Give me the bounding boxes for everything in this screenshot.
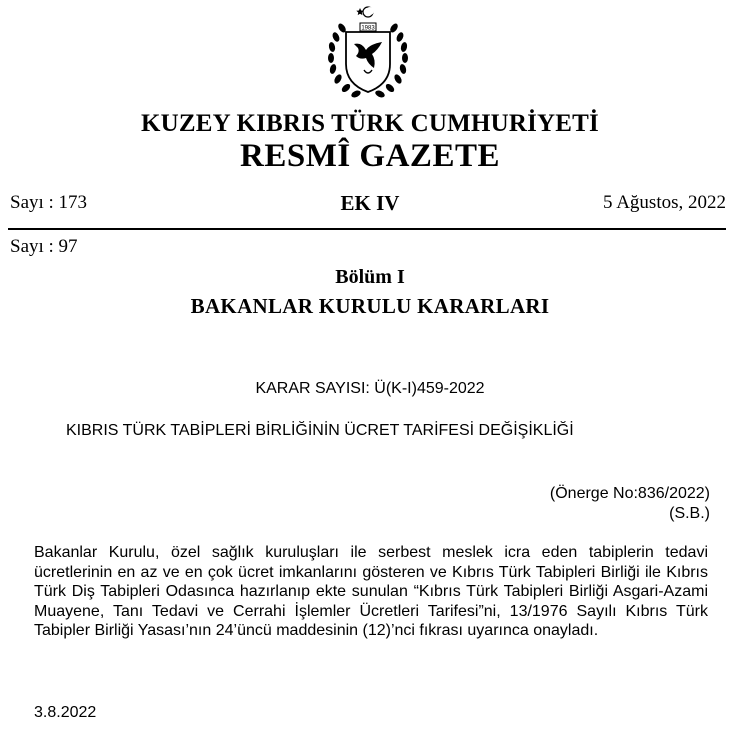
header-divider (8, 228, 726, 230)
issue-number: Sayı : 173 (10, 192, 88, 213)
proposal-initials: (S.B.) (669, 505, 710, 522)
decision-number: KARAR SAYISI: Ü(K-I)459-2022 (255, 380, 485, 397)
supplement-label: EK IV (340, 191, 400, 215)
country-title: KUZEY KIBRIS TÜRK CUMHURİYETİ (141, 110, 599, 137)
decision-date: 3.8.2022 (34, 704, 97, 721)
section-part: Bölüm I (335, 266, 405, 288)
gazette-title: RESMÎ GAZETE (240, 138, 500, 174)
decision-subject: KIBRIS TÜRK TABİPLERİ BİRLİĞİNİN ÜCRET TARİFESİ DEĞİŞİKLİĞİ (66, 422, 574, 439)
proposal-reference (550, 484, 710, 524)
publication-date: 5 Ağustos, 2022 (603, 192, 726, 213)
section-title: BAKANLAR KURULU KARARLARI (190, 294, 550, 318)
proposal-number: (Önerge No:836/2022) (549, 485, 710, 502)
section-number: Sayı : 97 (10, 236, 78, 257)
state-emblem-icon (320, 4, 416, 104)
decision-body: Bakanlar Kurulu, özel sağlık kuruluşları ile serbest meslek icra eden tabiplerin tedavi ücretlerinin en az ve en çok ücret imkanlarını gösteren ve Kıbrıs Türk Tabipleri Birliği ile Kıbrıs Türk Diş Tabipleri Odasınca hazırlanıp ekte sunulan “Kıbrıs Türk Tabipleri Birliği Asgari-Azami Muayene, Tanı Tedavi ve Cerrahi İşlemler Ücretleri Tarifesi”ni, 13/1976 Sayılı Kıbrıs Türk Tabipler Birliği Yasası’nın 24’üncü maddesinin (12)’nci fıkrası uyarınca onayladı. (34, 544, 708, 640)
svg-text:1983: 1983 (361, 25, 375, 32)
